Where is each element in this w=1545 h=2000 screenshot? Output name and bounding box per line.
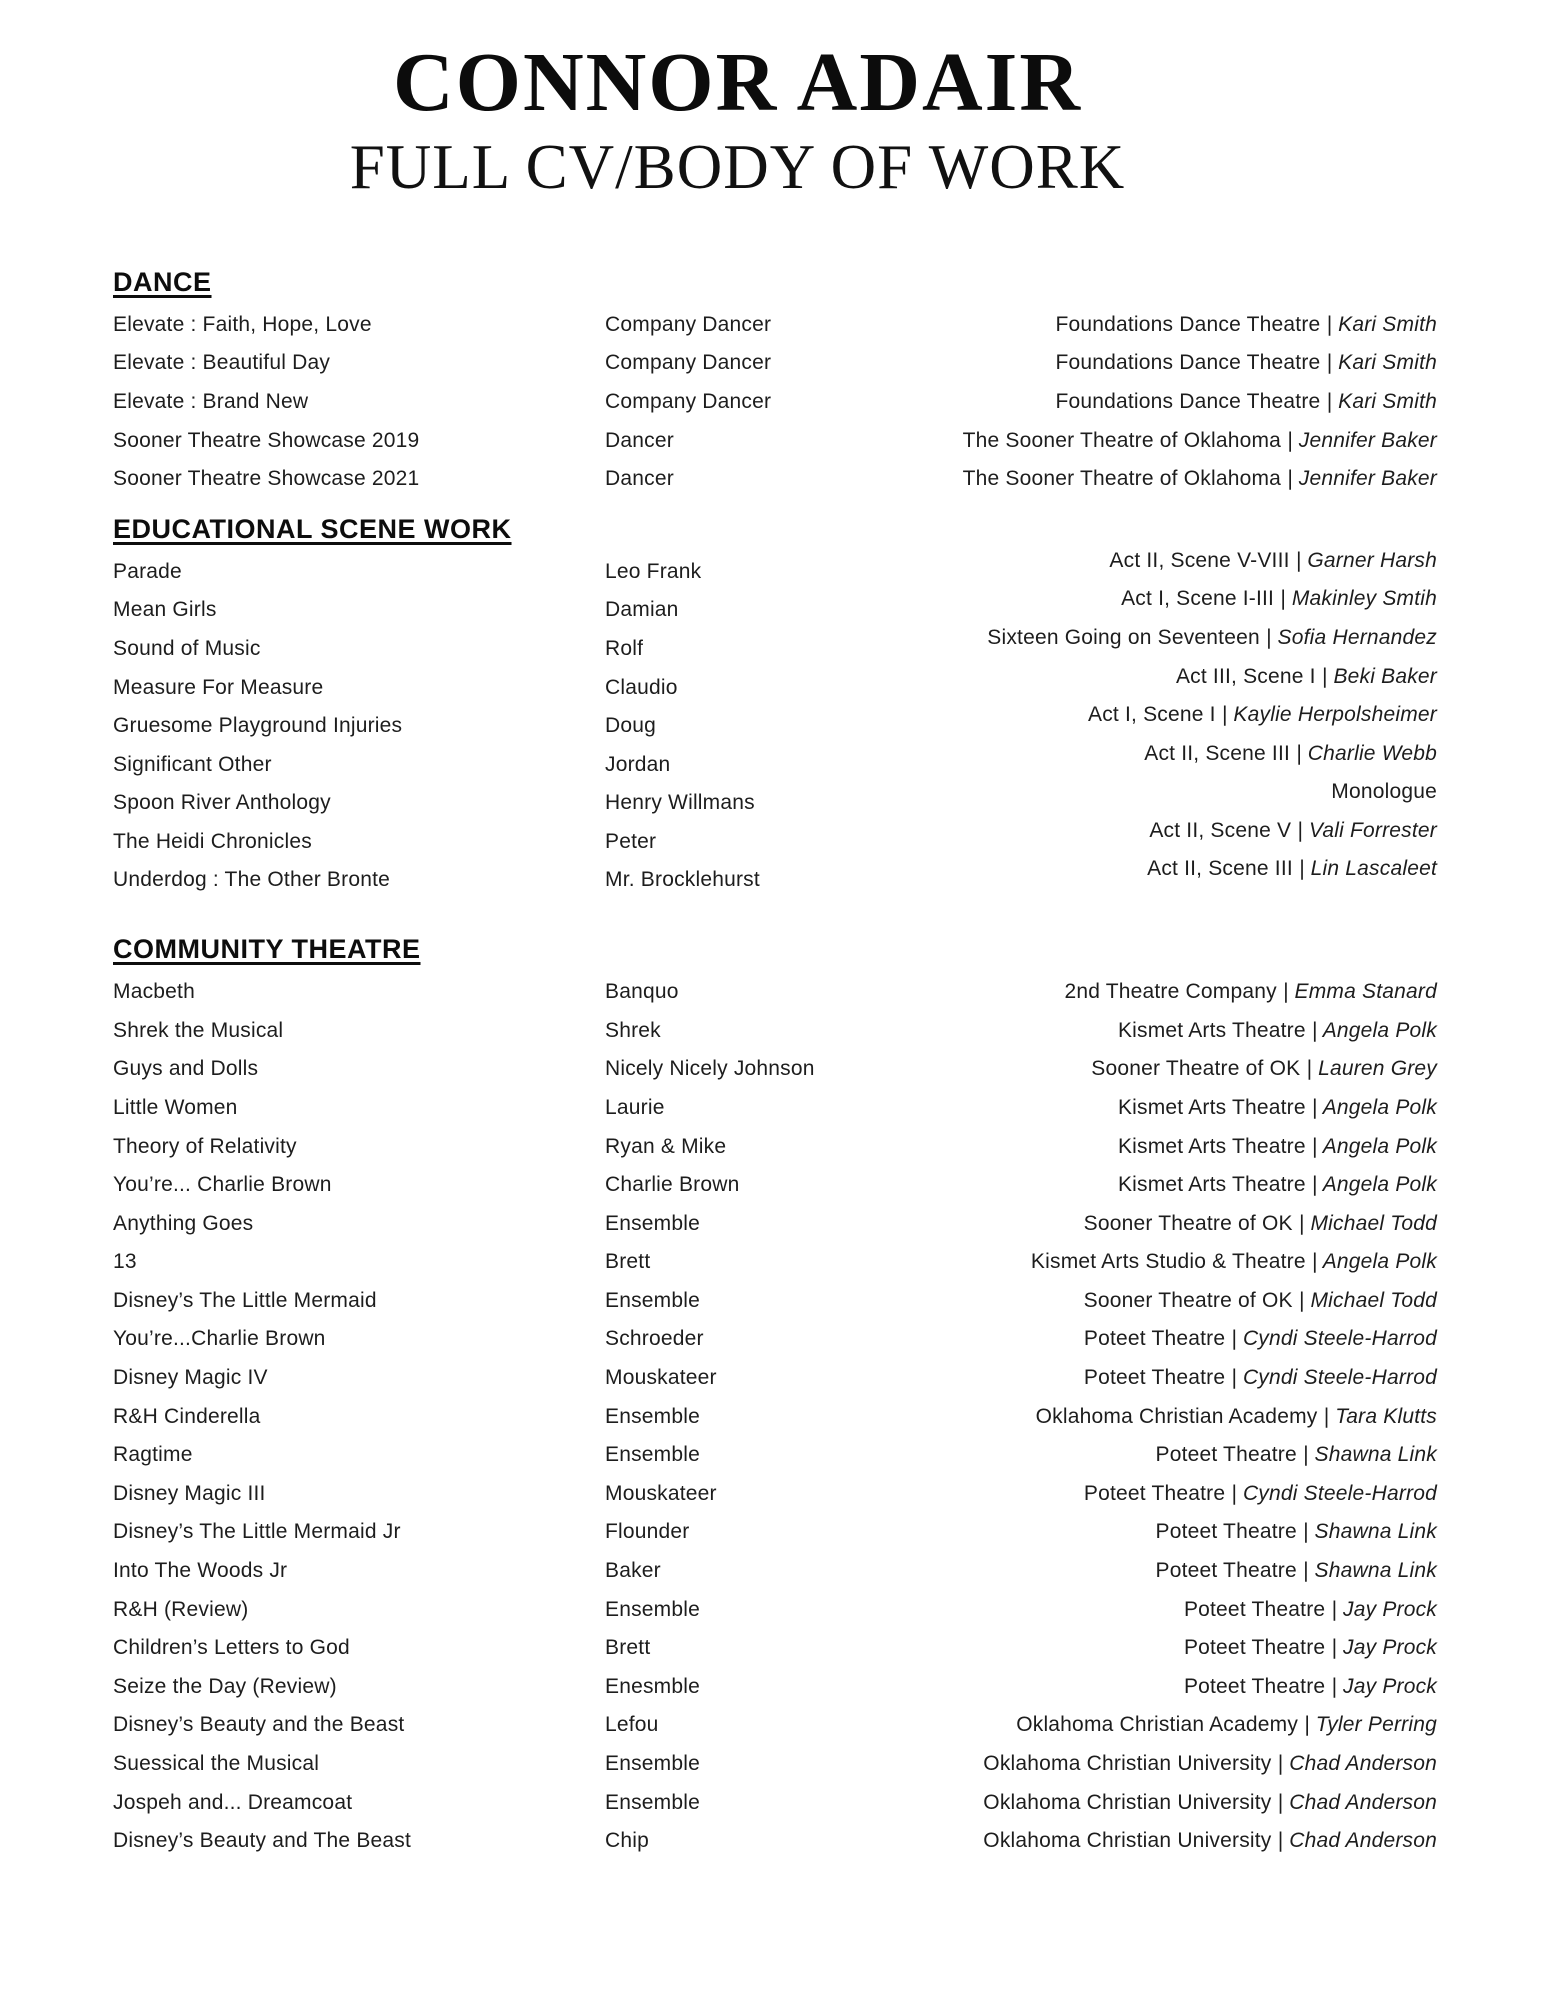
- venue-credit: [1155, 1436, 1437, 1475]
- credit-row: [113, 1513, 1437, 1552]
- role: Enesmble: [605, 1674, 700, 1698]
- venue: Poteet Theatre: [1083, 1481, 1226, 1505]
- production-title: Sooner Theatre Showcase 2021: [113, 467, 420, 491]
- role: Laurie: [605, 1095, 665, 1119]
- credit-row: [113, 1050, 1437, 1089]
- venue-credit: [1084, 1205, 1437, 1244]
- director: | Garner Harsh: [1289, 548, 1437, 572]
- production-title: Into The Woods Jr: [113, 1559, 288, 1583]
- venue-credit: [1084, 1320, 1437, 1359]
- role: Ryan & Mike: [605, 1134, 727, 1158]
- venue: Sooner Theatre of OK: [1083, 1288, 1293, 1312]
- director: | Lauren Grey: [1300, 1057, 1437, 1081]
- role: Damian: [605, 598, 679, 622]
- venue-credit: [1109, 542, 1437, 581]
- credit-row: [113, 857, 1437, 900]
- credit-row: [113, 1822, 1437, 1861]
- credit-row: [113, 1359, 1437, 1398]
- role: Flounder: [605, 1520, 690, 1544]
- production-title: Suessical the Musical: [113, 1752, 320, 1775]
- venue: The Sooner Theatre of Oklahoma: [962, 467, 1282, 491]
- production-title: Elevate : Brand New: [113, 389, 309, 413]
- role: Company Dancer: [605, 389, 772, 413]
- production-title: 13: [113, 1250, 137, 1274]
- venue: Act II, Scene III: [1147, 857, 1293, 881]
- role: Baker: [605, 1559, 661, 1583]
- venue-credit: [1118, 1128, 1437, 1167]
- venue-credit: [983, 1822, 1437, 1861]
- production-title: Disney Magic IV: [113, 1366, 268, 1390]
- credit-row: [113, 1706, 1437, 1745]
- role: Claudio: [605, 675, 678, 699]
- director: | Michael Todd: [1292, 1288, 1437, 1312]
- role: Ensemble: [605, 1288, 700, 1312]
- director: | Jennifer Baker: [1281, 428, 1437, 452]
- production-title: Disney’s The Little Mermaid Jr: [113, 1520, 401, 1544]
- director: | Lin Lascaleet: [1292, 857, 1437, 881]
- production-title: Mean Girls: [113, 598, 217, 622]
- page-subtitle: FULL CV/BODY OF WORK: [349, 131, 1126, 202]
- venue-credit: [1184, 1629, 1437, 1668]
- venue-credit: [1144, 735, 1437, 774]
- role: Lefou: [605, 1713, 659, 1737]
- production-title: Underdog : The Other Bronte: [113, 868, 391, 892]
- venue: Sooner Theatre of OK: [1091, 1057, 1301, 1081]
- venue-credit: [1064, 973, 1437, 1012]
- role: Jordan: [605, 752, 671, 776]
- credit-row: [113, 741, 1437, 785]
- venue-credit: [1155, 1552, 1437, 1591]
- venue: Act II, Scene V: [1149, 818, 1292, 842]
- role: Brett: [605, 1636, 651, 1660]
- role: Mr. Brocklehurst: [605, 868, 760, 892]
- director: | Beki Baker: [1315, 664, 1437, 688]
- production-title: Theory of Relativity: [113, 1134, 297, 1158]
- director: | Makinley Smtih: [1274, 587, 1437, 611]
- credit-row: [113, 344, 1437, 383]
- production-title: Macbeth: [113, 980, 195, 1004]
- director: | Jay Prock: [1325, 1674, 1437, 1698]
- venue: Poteet Theatre: [1183, 1636, 1326, 1660]
- venue: Oklahoma Christian Academy: [1035, 1404, 1318, 1428]
- venue-credit: [1084, 1475, 1437, 1514]
- venue: Oklahoma Christian University: [983, 1752, 1272, 1775]
- production-title: Disney’s Beauty and The Beast: [113, 1829, 412, 1853]
- role: Leo Frank: [605, 559, 702, 583]
- venue-credit: [987, 619, 1437, 658]
- director: | Chad Anderson: [1271, 1752, 1437, 1775]
- venue-credit: [1016, 1706, 1437, 1745]
- credit-row: [113, 1012, 1437, 1051]
- credit-row: [113, 1205, 1437, 1244]
- production-title: You’re...Charlie Brown: [113, 1327, 326, 1351]
- section-rows: [113, 306, 1437, 499]
- venue-credit: [1184, 1668, 1437, 1707]
- director: | Kari Smith: [1320, 389, 1437, 413]
- director: | Shawna Link: [1296, 1443, 1437, 1467]
- director: | Tyler Perring: [1298, 1713, 1437, 1737]
- venue: Oklahoma Christian University: [983, 1790, 1272, 1814]
- venue: Poteet Theatre: [1155, 1443, 1297, 1467]
- production-title: Seize the Day (Review): [113, 1674, 337, 1698]
- production-title: Shrek the Musical: [113, 1018, 284, 1042]
- role: Banquo: [605, 980, 679, 1004]
- venue-credit: [1084, 1359, 1437, 1398]
- role: Nicely Nicely Johnson: [605, 1057, 815, 1081]
- credit-row: [113, 1398, 1437, 1437]
- role: Ensemble: [605, 1752, 700, 1775]
- venue: Foundations Dance Theatre: [1055, 389, 1321, 413]
- credit-row: [113, 1166, 1437, 1205]
- venue: Kismet Arts Theatre: [1117, 1173, 1306, 1197]
- venue-credit: [1121, 580, 1437, 619]
- venue-credit: [1055, 383, 1437, 422]
- director: | Emma Stanard: [1276, 980, 1437, 1004]
- section-rows: [113, 973, 1437, 1861]
- role: Henry Willmans: [605, 791, 755, 815]
- role: Dancer: [605, 428, 674, 452]
- production-title: Gruesome Playground Injuries: [113, 714, 403, 738]
- section-title: EDUCATIONAL SCENE WORK: [113, 513, 512, 544]
- venue-credit: [983, 1745, 1437, 1784]
- director: | Cyndi Steele-Harrod: [1225, 1327, 1437, 1351]
- venue: Poteet Theatre: [1183, 1674, 1326, 1698]
- director: | Shawna Link: [1296, 1520, 1437, 1544]
- role: Brett: [605, 1250, 651, 1274]
- credit-row: [113, 306, 1437, 345]
- production-title: Elevate : Faith, Hope, Love: [113, 312, 372, 336]
- venue: Poteet Theatre: [1155, 1559, 1297, 1583]
- credit-row: [113, 1320, 1437, 1359]
- venue: 2nd Theatre Company: [1064, 980, 1277, 1004]
- role: Ensemble: [605, 1790, 700, 1814]
- venue: Foundations Dance Theatre: [1055, 312, 1321, 336]
- venue: Act II, Scene V-VIII: [1109, 548, 1290, 572]
- credit-row: [113, 1282, 1437, 1321]
- production-title: Ragtime: [113, 1443, 193, 1467]
- venue: Act I, Scene I: [1087, 703, 1216, 727]
- role: Mouskateer: [605, 1481, 717, 1505]
- credit-row: [113, 1745, 1437, 1784]
- role: Mouskateer: [605, 1366, 717, 1390]
- cv-content: [0, 267, 1545, 1861]
- section-dance: [113, 267, 1437, 499]
- venue: Act III, Scene I: [1175, 664, 1316, 688]
- production-title: Little Women: [113, 1095, 238, 1119]
- venue-credit: [1184, 1591, 1437, 1630]
- director: | Charlie Webb: [1290, 741, 1437, 765]
- header: [0, 0, 1545, 202]
- venue: Kismet Arts Theatre: [1117, 1134, 1306, 1158]
- director: | Kaylie Herpolsheimer: [1215, 703, 1437, 727]
- venue-credit: [1118, 1012, 1437, 1051]
- venue-credit: [1031, 1243, 1437, 1282]
- venue: Poteet Theatre: [1183, 1597, 1326, 1621]
- director: | Jennifer Baker: [1281, 467, 1437, 491]
- credit-row: [113, 383, 1437, 422]
- credit-row: [113, 1475, 1437, 1514]
- venue-credit: [1155, 1513, 1437, 1552]
- venue-credit: [1084, 1282, 1437, 1321]
- section-title: COMMUNITY THEATRE: [113, 934, 421, 965]
- credit-row: [113, 422, 1437, 461]
- director: | Cyndi Steele-Harrod: [1225, 1481, 1437, 1505]
- credit-row: [113, 460, 1437, 499]
- venue: Kismet Arts Theatre: [1117, 1095, 1306, 1119]
- production-title: Sooner Theatre Showcase 2019: [113, 428, 420, 452]
- role: Ensemble: [605, 1211, 700, 1235]
- role: Doug: [605, 714, 657, 738]
- venue: The Sooner Theatre of Oklahoma: [962, 428, 1282, 452]
- role: Ensemble: [605, 1597, 700, 1621]
- venue-credit: [983, 1784, 1437, 1823]
- section-title: DANCE: [113, 266, 212, 297]
- credit-row: [113, 1668, 1437, 1707]
- production-title: Anything Goes: [113, 1211, 254, 1235]
- director: | Jay Prock: [1325, 1597, 1437, 1621]
- venue: Act II, Scene III: [1144, 741, 1291, 765]
- director: | Angela Polk: [1305, 1134, 1437, 1158]
- director: | Chad Anderson: [1271, 1829, 1437, 1853]
- venue-credit: [1331, 773, 1437, 812]
- role: Peter: [605, 829, 657, 853]
- director: | Angela Polk: [1305, 1095, 1437, 1119]
- venue: Act I, Scene I-III: [1121, 587, 1275, 611]
- production-title: You’re... Charlie Brown: [113, 1173, 332, 1197]
- production-title: The Heidi Chronicles: [113, 829, 312, 853]
- venue: Kismet Arts Studio & Theatre: [1030, 1250, 1306, 1274]
- director: | Sofia Hernandez: [1259, 625, 1437, 649]
- page-title: CONNOR ADAIR: [392, 36, 1083, 129]
- production-title: R&H Cinderella: [113, 1404, 261, 1428]
- venue: Poteet Theatre: [1155, 1520, 1297, 1544]
- venue-credit: [1055, 306, 1437, 345]
- director: | Shawna Link: [1296, 1559, 1437, 1583]
- production-title: Elevate : Beautiful Day: [113, 351, 331, 375]
- venue-credit: [1118, 1166, 1437, 1205]
- venue: Kismet Arts Theatre: [1117, 1018, 1306, 1042]
- venue-credit: [1149, 812, 1437, 851]
- venue-credit: [1055, 344, 1437, 383]
- production-title: Measure For Measure: [113, 675, 324, 699]
- role: Dancer: [605, 467, 674, 491]
- role: Rolf: [605, 636, 644, 660]
- production-title: Sound of Music: [113, 636, 261, 660]
- role: Company Dancer: [605, 312, 772, 336]
- venue: Sooner Theatre of OK: [1083, 1211, 1293, 1235]
- role: Company Dancer: [605, 351, 772, 375]
- production-title: R&H (Review): [113, 1597, 249, 1621]
- director: | Angela Polk: [1305, 1018, 1437, 1042]
- production-title: Disney’s Beauty and the Beast: [113, 1713, 405, 1737]
- director: | Jay Prock: [1325, 1636, 1437, 1660]
- venue-credit: [1088, 696, 1437, 735]
- venue: Sixteen Going on Seventeen: [987, 625, 1260, 649]
- venue: Monologue: [1331, 780, 1437, 804]
- section-educational-scene-work: [113, 514, 1437, 900]
- section-community-theatre: [113, 934, 1437, 1861]
- credit-row: [113, 1784, 1437, 1823]
- section-rows: [113, 548, 1437, 900]
- credit-row: [113, 1089, 1437, 1128]
- venue-credit: [963, 422, 1437, 461]
- venue: Oklahoma Christian University: [983, 1829, 1272, 1853]
- director: | Chad Anderson: [1271, 1790, 1437, 1814]
- production-title: Children’s Letters to God: [113, 1636, 350, 1660]
- role: Chip: [605, 1829, 649, 1853]
- venue: Poteet Theatre: [1083, 1366, 1226, 1390]
- director: | Tara Klutts: [1317, 1404, 1437, 1428]
- director: | Cyndi Steele-Harrod: [1225, 1366, 1437, 1390]
- venue-credit: [1176, 658, 1437, 697]
- role: Charlie Brown: [605, 1173, 740, 1197]
- production-title: Parade: [113, 559, 182, 583]
- credit-row: [113, 1552, 1437, 1591]
- production-title: Jospeh and... Dreamcoat: [113, 1790, 353, 1814]
- role: Ensemble: [605, 1443, 700, 1467]
- venue: Foundations Dance Theatre: [1055, 351, 1321, 375]
- venue-credit: [963, 460, 1437, 499]
- venue-credit: [1147, 850, 1437, 889]
- venue: Oklahoma Christian Academy: [1016, 1713, 1299, 1737]
- production-title: Guys and Dolls: [113, 1057, 259, 1081]
- role: Shrek: [605, 1018, 661, 1042]
- venue: Poteet Theatre: [1083, 1327, 1226, 1351]
- credit-row: [113, 1629, 1437, 1668]
- director: | Vali Forrester: [1291, 818, 1437, 842]
- production-title: Disney Magic III: [113, 1481, 266, 1505]
- venue-credit: [1118, 1089, 1437, 1128]
- role: Schroeder: [605, 1327, 704, 1351]
- director: | Kari Smith: [1320, 312, 1437, 336]
- production-title: Disney’s The Little Mermaid: [113, 1288, 377, 1312]
- venue-credit: [1036, 1398, 1437, 1437]
- credit-row: [113, 1591, 1437, 1630]
- credit-row: [113, 973, 1437, 1012]
- credit-row: [113, 1436, 1437, 1475]
- production-title: Significant Other: [113, 752, 272, 776]
- credit-row: [113, 1128, 1437, 1167]
- venue-credit: [1091, 1050, 1437, 1089]
- director: | Kari Smith: [1320, 351, 1437, 375]
- director: | Michael Todd: [1292, 1211, 1437, 1235]
- role: Ensemble: [605, 1404, 700, 1428]
- credit-row: [113, 1243, 1437, 1282]
- director: | Angela Polk: [1305, 1250, 1437, 1274]
- director: | Angela Polk: [1305, 1173, 1437, 1197]
- production-title: Spoon River Anthology: [113, 791, 331, 815]
